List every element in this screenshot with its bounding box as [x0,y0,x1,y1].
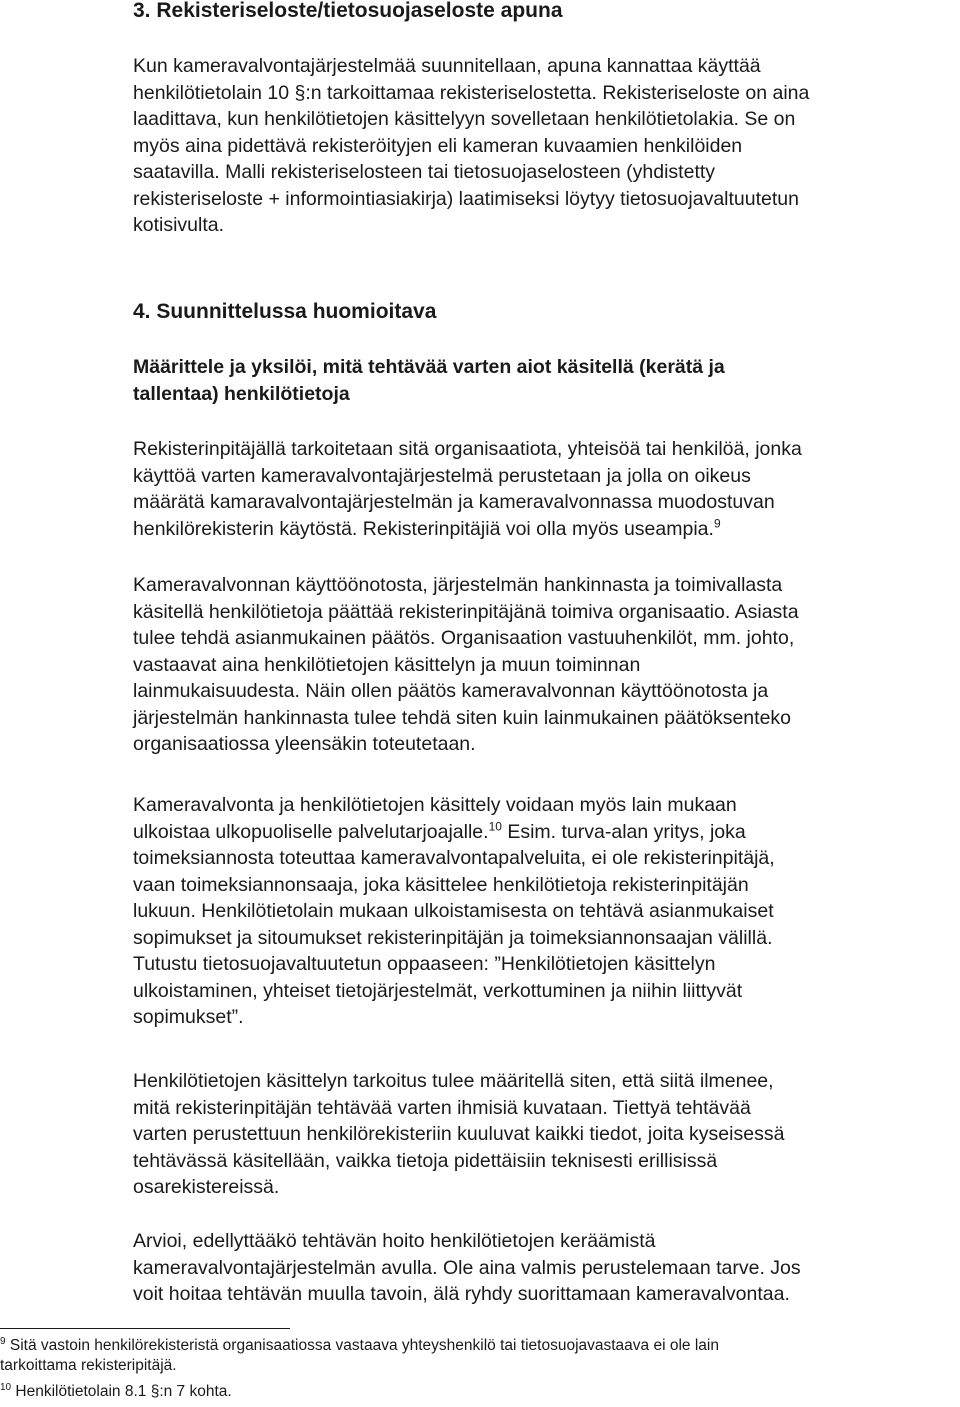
text-line: organisaatiossa yleensäkin toteutetaan. [133,733,476,755]
text-line: tulee tehdä asianmukainen päätös. Organisaation vastuuhenkilöt, mm. johto, [133,627,795,649]
text-line: määrätä kamaravalvontajärjestelmän ja kameravalvonnassa muodostuvan [133,491,775,513]
section-3-paragraph [133,53,960,239]
text-line: rekisteriseloste + informointiasiakirja) laatimiseksi löytyy tietosuojavaltuutetun [133,187,799,210]
section-3-heading: 3. Rekisteriseloste/tietosuojaseloste apuna [133,0,563,22]
text-line: kameravalvontajärjestelmän avulla. Ole aina valmis perustelemaan tarve. Jos [133,1256,801,1279]
text-line: osarekistereissä. [133,1176,280,1198]
text-line: henkilötietolain 10 §:n tarkoittamaa rekisteriselostetta. Rekisteriseloste on aina [133,81,810,104]
footnote-text: Sitä vastoin henkilörekisteristä organisaatiossa vastaava yhteyshenkilö tai tietosuojavastaava ei ole lain [5,1337,719,1354]
text-line: vastaavat aina henkilötietojen käsittelyn ja muun toiminnan [133,653,641,676]
text-line: laadittava, kun henkilötietojen käsittelyyn sovelletaan henkilötietolakia. Se on [133,108,796,130]
text-line: ulkoistaminen, yhteiset tietojärjestelmät, verkottuminen ja niihin liittyvät [133,979,743,1002]
text-line: lainmukaisuudesta. Näin ollen päätös kameravalvonnan käyttöönotosta ja [133,680,769,702]
text-line: mitä rekisterinpitäjän tehtävää varten ihmisiä kuvataan. Tiettyä tehtävää [133,1096,751,1119]
text-line: lukuun. Henkilötietolain mukaan ulkoistamisesta on tehtävä asianmukaiset [133,900,774,922]
text-line: Rekisterinpitäjällä tarkoitetaan sitä organisaatiota, yhteisöä tai henkilöä, jonka [133,438,802,460]
text-line: tehtävässä käsitellään, vaikka tietoja pidettäisiin teknisesti erillisissä [133,1149,718,1172]
footnote-mark-9: 9 [0,1335,6,1347]
footnote-mark-10: 10 [0,1381,12,1393]
footnote-separator [0,1328,290,1329]
text-line: sopimukset”. [133,1006,244,1028]
text-line: henkilörekisterin käytöstä. Rekisterinpitäjiä voi olla myös useampia. [133,517,714,540]
paragraph-purpose [133,1068,960,1201]
text-line: sopimukset ja sitoumukset rekisterinpitäjän ja toimeksiannonsaajan välillä. [133,926,773,949]
text-line: Kun kameravalvontajärjestelmää suunnitellaan, apuna kannattaa käyttää [133,55,761,77]
footnote-ref-9[interactable]: 9 [713,516,721,530]
footnote-10 [0,1382,960,1402]
paragraph-decision [133,572,960,758]
footnote-text: tarkoittama rekisteripitäjä. [0,1357,177,1374]
text-line: Esim. turva-alan yritys, joka [501,820,746,843]
text-line: ulkoistaa ulkopuoliselle palvelutarjoajalle. [133,820,489,843]
text-line: toimeksiannosta toteuttaa kameravalvontapalveluita, ei ole rekisterinpitäjä, [133,847,775,869]
text-line: voit hoitaa tehtävän muulla tavoin, älä ryhdy suorittamaan kameravalvontaa. [133,1283,790,1305]
text-line: Arvioi, edellyttääkö tehtävän hoito henkilötietojen keräämistä [133,1230,656,1252]
text-line: Kameravalvonnan käyttöönotosta, järjestelmän hankinnasta ja toimivallasta [133,574,783,596]
footnote-text: Henkilötietolain 8.1 §:n 7 kohta. [11,1383,232,1400]
subheading-line: tallentaa) henkilötietoja [133,382,350,405]
text-line: Kameravalvonta ja henkilötietojen käsittely voidaan myös lain mukaan [133,794,737,816]
subheading-line: Määrittele ja yksilöi, mitä tehtävää varten aiot käsitellä (kerätä ja [133,356,725,378]
text-line: käyttöä varten kameravalvontajärjestelmä perustetaan ja jolla on oikeus [133,464,751,487]
text-line: myös aina pidettävä rekisteröityjen eli kameran kuvaamien henkilöiden [133,134,743,157]
paragraph-data-controller [133,436,960,542]
paragraph-outsourcing [133,792,960,1031]
text-line: saatavilla. Malli rekisteriselosteen tai tietosuojaselosteen (yhdistetty [133,161,716,183]
text-line: järjestelmän hankinnasta tulee tehdä siten kuin lainmukainen päätöksenteko [133,706,792,729]
footnote-9 [0,1336,960,1376]
text-line: käsitellä henkilötietoja päättää rekisterinpitäjänä toimiva organisaatio. Asiasta [133,600,799,623]
section-4-heading: 4. Suunnittelussa huomioitava [133,300,437,323]
text-line: Tutustu tietosuojavaltuutetun oppaaseen: ”Henkilötietojen käsittelyn [133,953,716,975]
text-line: Henkilötietojen käsittelyn tarkoitus tulee määritellä siten, että siitä ilmenee, [133,1070,774,1092]
paragraph-assessment [133,1228,960,1308]
footnote-ref-10[interactable]: 10 [488,819,502,833]
text-line: vaan toimeksiannonsaaja, joka käsittelee henkilötietoja rekisterinpitäjän [133,873,749,896]
text-line: kotisivulta. [133,214,225,236]
section-4-subheading [133,354,933,407]
text-line: varten perustettuun henkilörekisteriin kuuluvat kaikki tiedot, joita kyseisessä [133,1123,785,1145]
